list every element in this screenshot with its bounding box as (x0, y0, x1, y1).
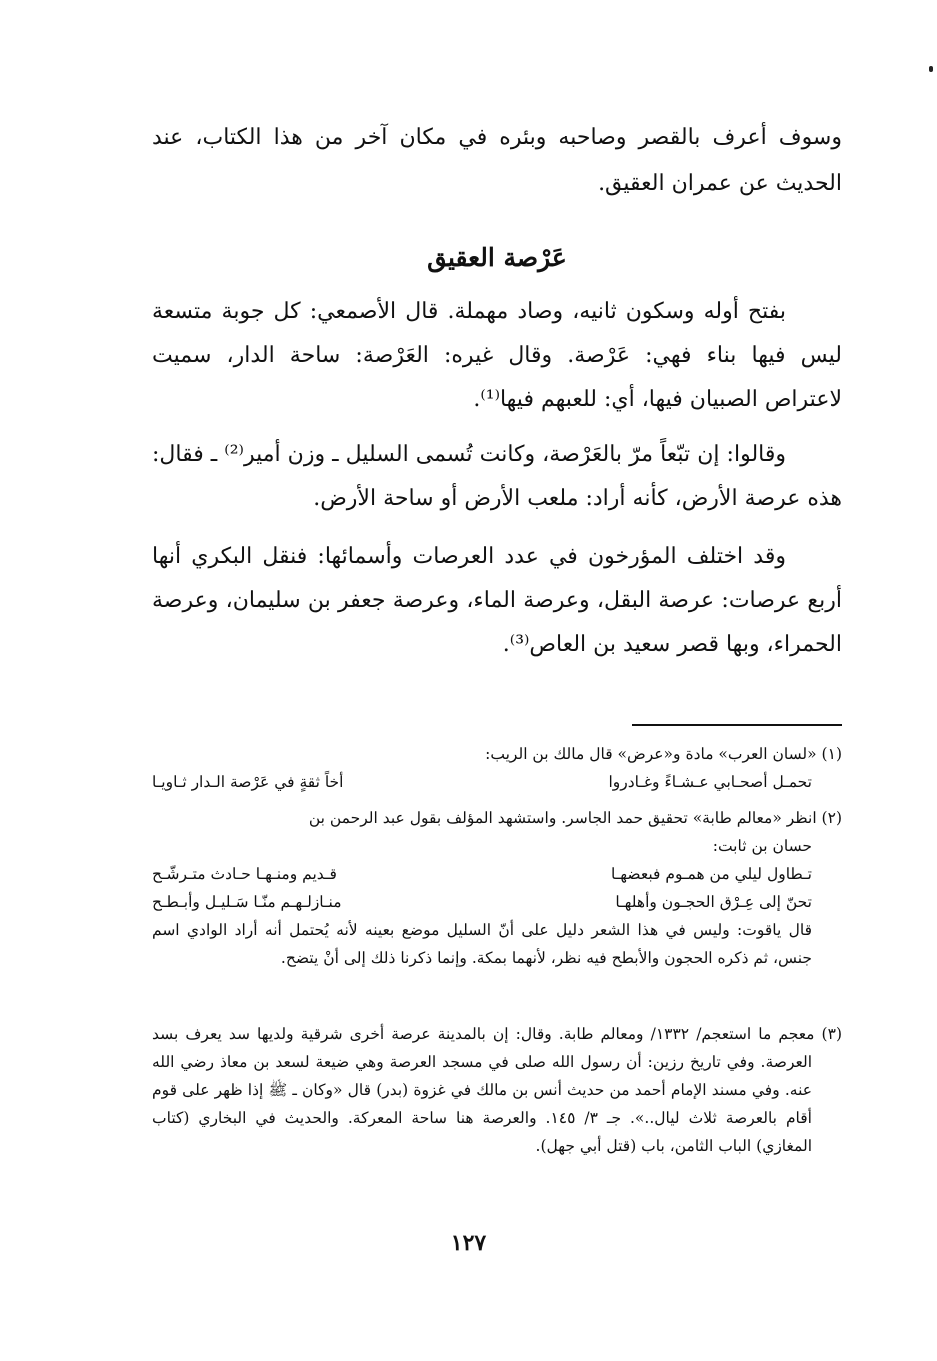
intro-text: وسوف أعرف بالقصر وصاحبه وبئره في مكان آخر من هذا الكتاب، عند الحديث عن عمران العقيق. (152, 125, 842, 196)
footnote-2-continuation: حسان بن ثابت: (712, 837, 812, 855)
verse-first-hemistich: تـطاول ليلي من همـوم فبعضهـا (611, 865, 812, 883)
footnote-3 (152, 1020, 842, 1160)
page-number: ١٢٧ (450, 1230, 487, 1256)
verse-first-hemistich: تحمـل أصحـابي عـشـاءً وغـادروا (608, 773, 812, 791)
footnote-2 (152, 804, 842, 972)
paragraph-3-text: وقد اختلف المؤرخون في عدد العرصات وأسمائها: فنقل البكري أنها أربع عرصات: عرصة البقل، وعرصة الماء، وعرصة جعفر بن سليمان، وعرصة الحمراء، وبها قصر سعيد بن العاص⁽³⁾. (152, 544, 842, 657)
paragraph-1-text: بفتح أوله وسكون ثانيه، وصاد مهملة. قال الأصمعي: كل جوبة متسعة ليس فيها بناء فهي: عَرْصة. وقال غيره: العَرْصة: ساحة الدار، سميت لاعتراص الصبيان فيها، أي: للعبهم فيها⁽¹⁾. (152, 299, 842, 412)
intro-paragraph (152, 115, 842, 207)
paragraph-3 (152, 535, 842, 667)
section-title: عَرْصة العقيق (427, 243, 567, 272)
footnote-1-text: (١) «لسان العرب» مادة و«عرض» قال مالك بن الريب: (485, 745, 842, 763)
verse-second-hemistich: منـازلـهـم منّـا سَـليـل وأبـطـح (152, 893, 342, 911)
footnote-1-verse (152, 768, 842, 796)
verse-second-hemistich: قـديم ومنـهـا حـادث متـرشّـح (152, 865, 337, 883)
footnote-separator (632, 724, 842, 726)
margin-mark (929, 66, 933, 72)
paragraph-1 (152, 290, 842, 422)
footnote-2-verse-1 (152, 860, 842, 888)
footnote-3-text: (٣) معجم ما استعجم/ ١٣٣٢/ ومعالم طابة. وقال: إن بالمدينة عرصة أخرى شرقية ولديها سد يعرف بسد العرصة. وفي تاريخ رزين: أن رسول الله صلى في مسجد العرصة وهي ضيعة لسعد بن معاذ رضي الله عنه. وفي مسند الإمام أحمد من حديث أنس بن مالك في غزوة (بدر) قال «وكان ـ ﷺ إذا ظهر على قوم أقام بالعرصة ثلاث ليال..». جـ ٣/ ١٤٥. والعرصة هنا ساحة المعركة. والحديث في البخاري (كتاب المغازي) الباب الثامن، باب (قتل أبي جهل). (152, 1025, 842, 1155)
footnote-2-text: (٢) انظر «معالم طابة» تحقيق حمد الجاسر. واستشهد المؤلف بقول عبد الرحمن بن (308, 809, 842, 827)
footnote-1 (152, 740, 842, 796)
paragraph-2 (152, 433, 842, 521)
paragraph-2-text: وقالوا: إن تبّعاً مرّ بالعَرْصة، وكانت تُسمى السليل ـ وزن أمير⁽²⁾ ـ فقال: هذه عرصة الأرض، كأنه أراد: ملعب الأرض أو ساحة الأرض. (152, 442, 842, 511)
footnote-2-verse-2 (152, 888, 842, 916)
verse-first-hemistich: تحنّ إلى عِـرْق الحجـون وأهلهـا (615, 893, 812, 911)
verse-second-hemistich: أخاً ثقةٍ في عَرْصة الـدار ثـاويـا (152, 773, 344, 791)
footnote-2-note: قال ياقوت: وليس في هذا الشعر دليل على أنّ السليل موضع بعينه لأنه يُحتمل أنه أراد الوادي اسم جنس، ثم ذكره الحجون والأبطح فيه نظر، لأنهما بمكة. وإنما ذكرنا ذلك إلى أنْ يتضح. (152, 921, 812, 967)
